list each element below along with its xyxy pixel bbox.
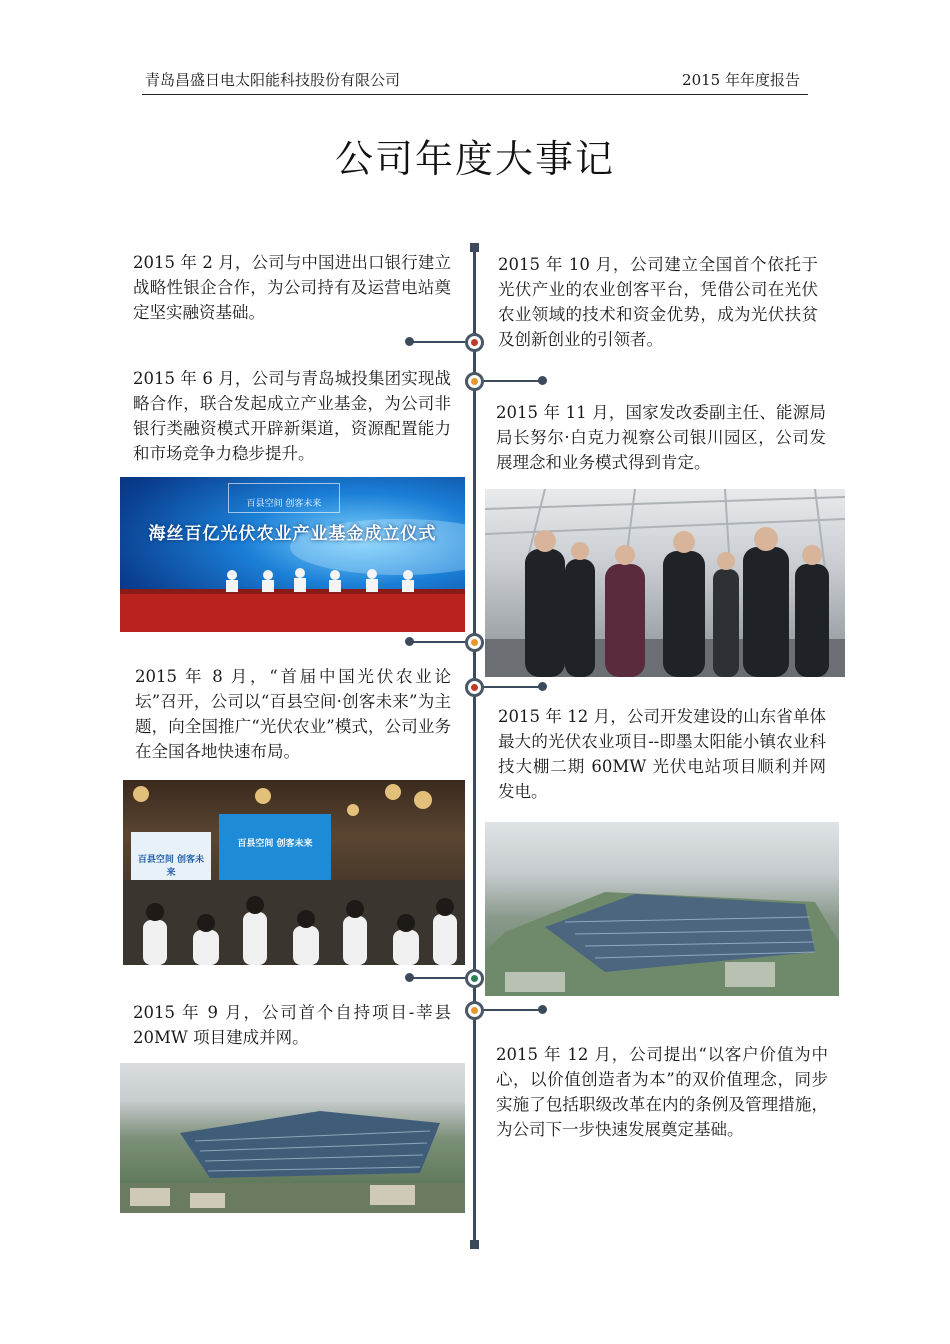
timeline-branch-end <box>405 973 414 982</box>
timeline-branch <box>410 641 470 643</box>
timeline-branch <box>478 686 540 688</box>
event-2015-11: 2015 年 11 月，国家发改委副主任、能源局局长努尔·白克力视察公司银川园区，公司发展理念和业务模式得到肯定。 <box>496 403 826 472</box>
timeline-branch <box>478 1009 540 1011</box>
photo-jimo-solar-aerial <box>485 822 839 996</box>
timeline-branch <box>410 977 470 979</box>
header-company: 青岛昌盛日电太阳能科技股份有限公司 <box>145 71 401 89</box>
timeline-node-green <box>465 969 484 988</box>
timeline-bottom-cap <box>470 1240 479 1249</box>
timeline-branch-end <box>538 376 547 385</box>
timeline-node-orange <box>465 633 484 652</box>
event-2015-02: 2015 年 2 月，公司与中国进出口银行建立战略性银企合作，为公司持有及运营电站奠定坚实融资基础。 <box>133 253 451 322</box>
timeline-node-orange <box>465 372 484 391</box>
photo-shenxian-solar-aerial <box>120 1063 465 1213</box>
fund-banner-text: 海丝百亿光伏农业产业基金成立仪式 <box>148 524 437 544</box>
timeline-node-red <box>465 333 484 352</box>
event-2015-06: 2015 年 6 月，公司与青岛城投集团实现战略合作，联合发起成立产业基金，为公司非银行类融资模式开辟新渠道，资源配置能力和市场竞争力稳步提升。 <box>133 369 451 463</box>
timeline-branch <box>410 341 470 343</box>
timeline-branch-end <box>538 1005 547 1014</box>
page-title: 公司年度大事记 <box>334 137 615 181</box>
event-2015-08: 2015 年 8 月，“首届中国光伏农业论坛”召开，公司以“百县空间·创客未来”为主题，向全国推广“光伏农业”模式，公司业务在全国各地快速布局。 <box>135 667 451 761</box>
event-2015-09: 2015 年 9 月，公司首个自持项目-莘县20MW 项目建成并网。 <box>133 1003 451 1047</box>
fund-logo: 百县空间 创客未来 <box>228 483 340 513</box>
timeline-branch-end <box>405 637 414 646</box>
timeline-top-cap <box>470 243 479 252</box>
event-2015-12-values: 2015 年 12 月，公司提出“以客户价值为中心，以价值创造者为本”的双价值理念，同步实施了包括职级改革在内的条例及管理措施，为公司下一步快速发展奠定基础。 <box>496 1045 828 1139</box>
timeline-axis <box>473 245 476 1245</box>
forum-screen-left-text: 百县空间 创客未来 <box>137 855 205 878</box>
timeline-branch <box>478 380 540 382</box>
timeline-branch-end <box>405 337 414 346</box>
photo-fund-ceremony <box>120 477 465 632</box>
event-2015-10: 2015 年 10 月，公司建立全国首个依托于光伏产业的农业创客平台，凭借公司在光伏农业领域的技术和资金优势，成为光伏扶贫及创新创业的引领者。 <box>498 255 818 349</box>
timeline-node-orange <box>465 1001 484 1020</box>
event-2015-12-jimo: 2015 年 12 月，公司开发建设的山东省单体最大的光伏农业项目--即墨太阳能小镇农业科技大棚二期 60MW 光伏电站项目顺利并网发电。 <box>498 707 826 801</box>
header-divider <box>142 94 808 95</box>
header-report-year: 2015 年年度报告 <box>682 71 800 89</box>
photo-inspection-visit <box>485 489 845 677</box>
forum-screen-center-text: 百县空间 创客未来 <box>237 839 313 849</box>
photo-agri-forum <box>123 780 465 965</box>
timeline-node-red <box>465 678 484 697</box>
timeline-branch-end <box>538 682 547 691</box>
